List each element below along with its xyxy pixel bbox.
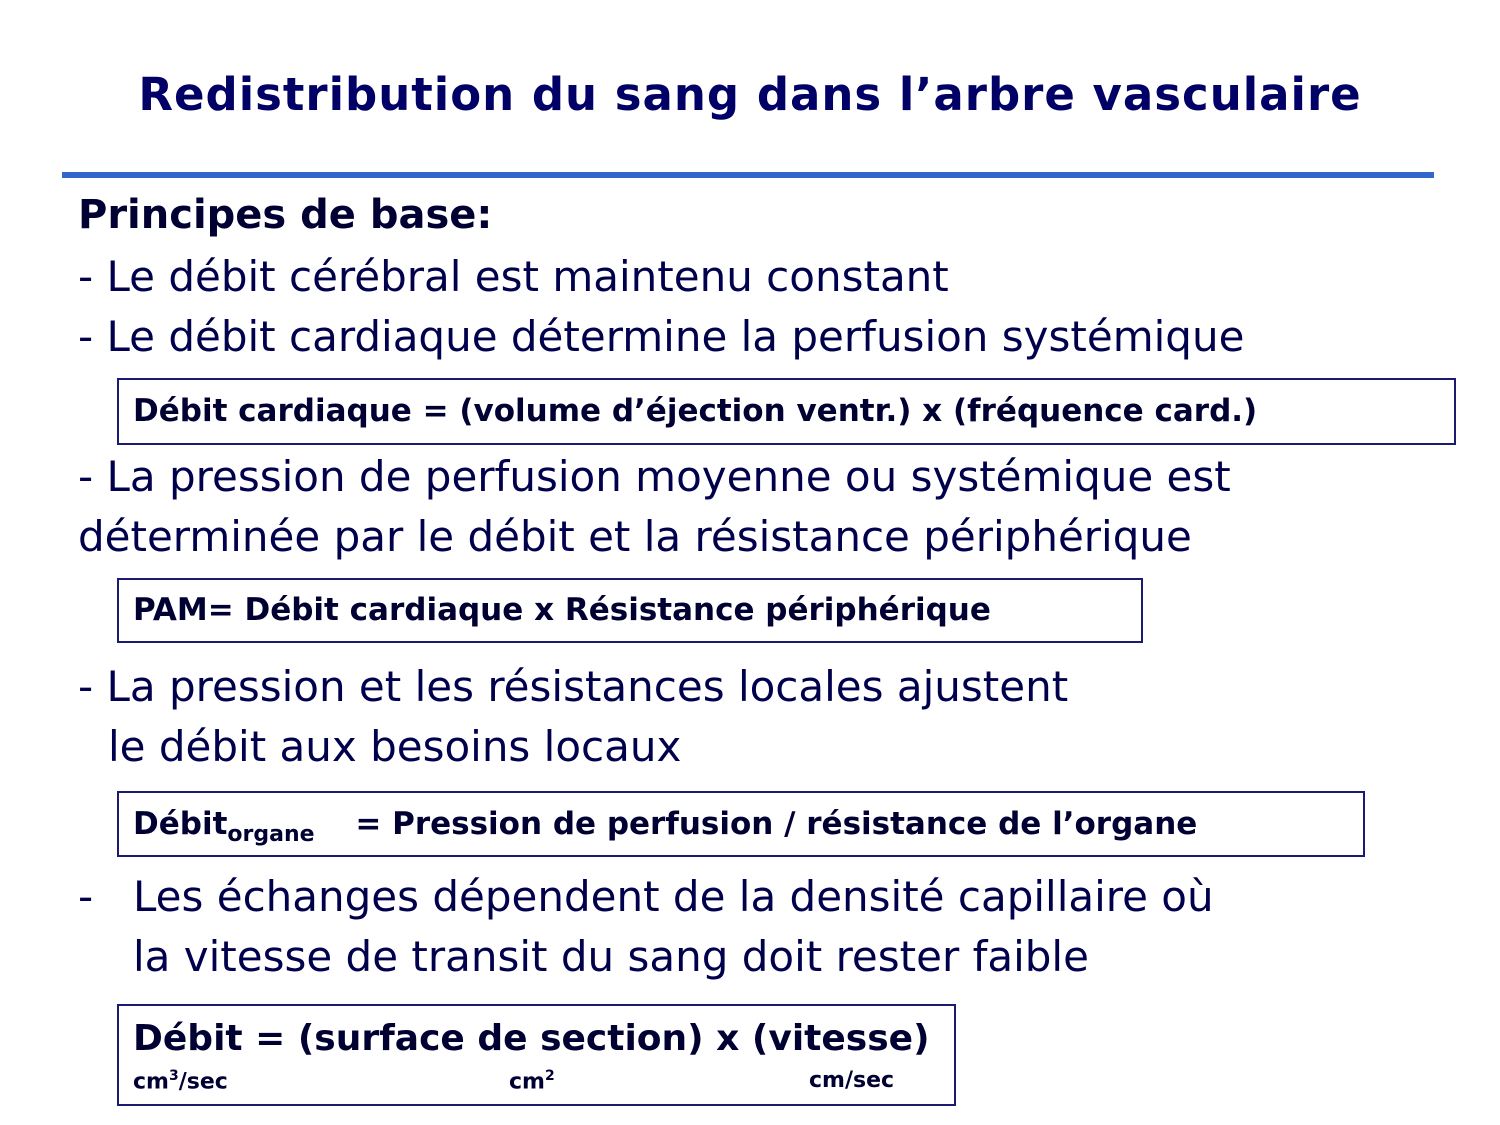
unit-rest: /sec xyxy=(178,1069,228,1095)
bullet-line: - La pression de perfusion moyenne ou systémique est xyxy=(78,452,1231,501)
bullet-line: déterminée par le débit et la résistance périphérique xyxy=(78,512,1192,561)
bullet-dash: - xyxy=(78,872,94,921)
title-divider xyxy=(62,172,1434,178)
unit-exponent: 2 xyxy=(544,1068,555,1084)
formula-organ-flow xyxy=(117,791,1365,857)
bullet-line: - La pression et les résistances locales ajustent xyxy=(78,662,1069,711)
formula-text: Débit cardiaque = (volume d’éjection ventr.) x (fréquence card.) xyxy=(133,393,1258,429)
formula-flow xyxy=(117,1004,956,1106)
formula-text: Débit = (surface de section) x (vitesse) xyxy=(133,1018,930,1059)
unit-base: cm xyxy=(509,1069,545,1095)
unit-speed: cm/sec xyxy=(809,1068,895,1093)
unit-base: cm xyxy=(133,1069,169,1095)
formula-main: Débit xyxy=(133,806,228,842)
formula-cardiac-output xyxy=(117,378,1456,445)
section-heading: Principes de base: xyxy=(78,192,493,238)
unit-flow xyxy=(133,1068,228,1094)
formula-subscript: organe xyxy=(227,822,315,848)
formula-text: PAM= Débit cardiaque x Résistance périphérique xyxy=(133,592,991,628)
unit-area xyxy=(509,1068,555,1094)
unit-exponent: 3 xyxy=(168,1068,179,1084)
formula-pam xyxy=(117,578,1143,643)
formula-text: = Pression de perfusion / résistance de l’organe xyxy=(355,806,1198,842)
bullet-line: le débit aux besoins locaux xyxy=(108,722,682,771)
slide-title: Redistribution du sang dans l’arbre vasculaire xyxy=(138,68,1362,121)
bullet-line: la vitesse de transit du sang doit rester faible xyxy=(133,932,1089,981)
bullet-line: - Le débit cérébral est maintenu constant xyxy=(78,252,949,301)
bullet-line: Les échanges dépendent de la densité capillaire où xyxy=(133,872,1214,921)
bullet-line: - Le débit cardiaque détermine la perfusion systémique xyxy=(78,312,1245,361)
